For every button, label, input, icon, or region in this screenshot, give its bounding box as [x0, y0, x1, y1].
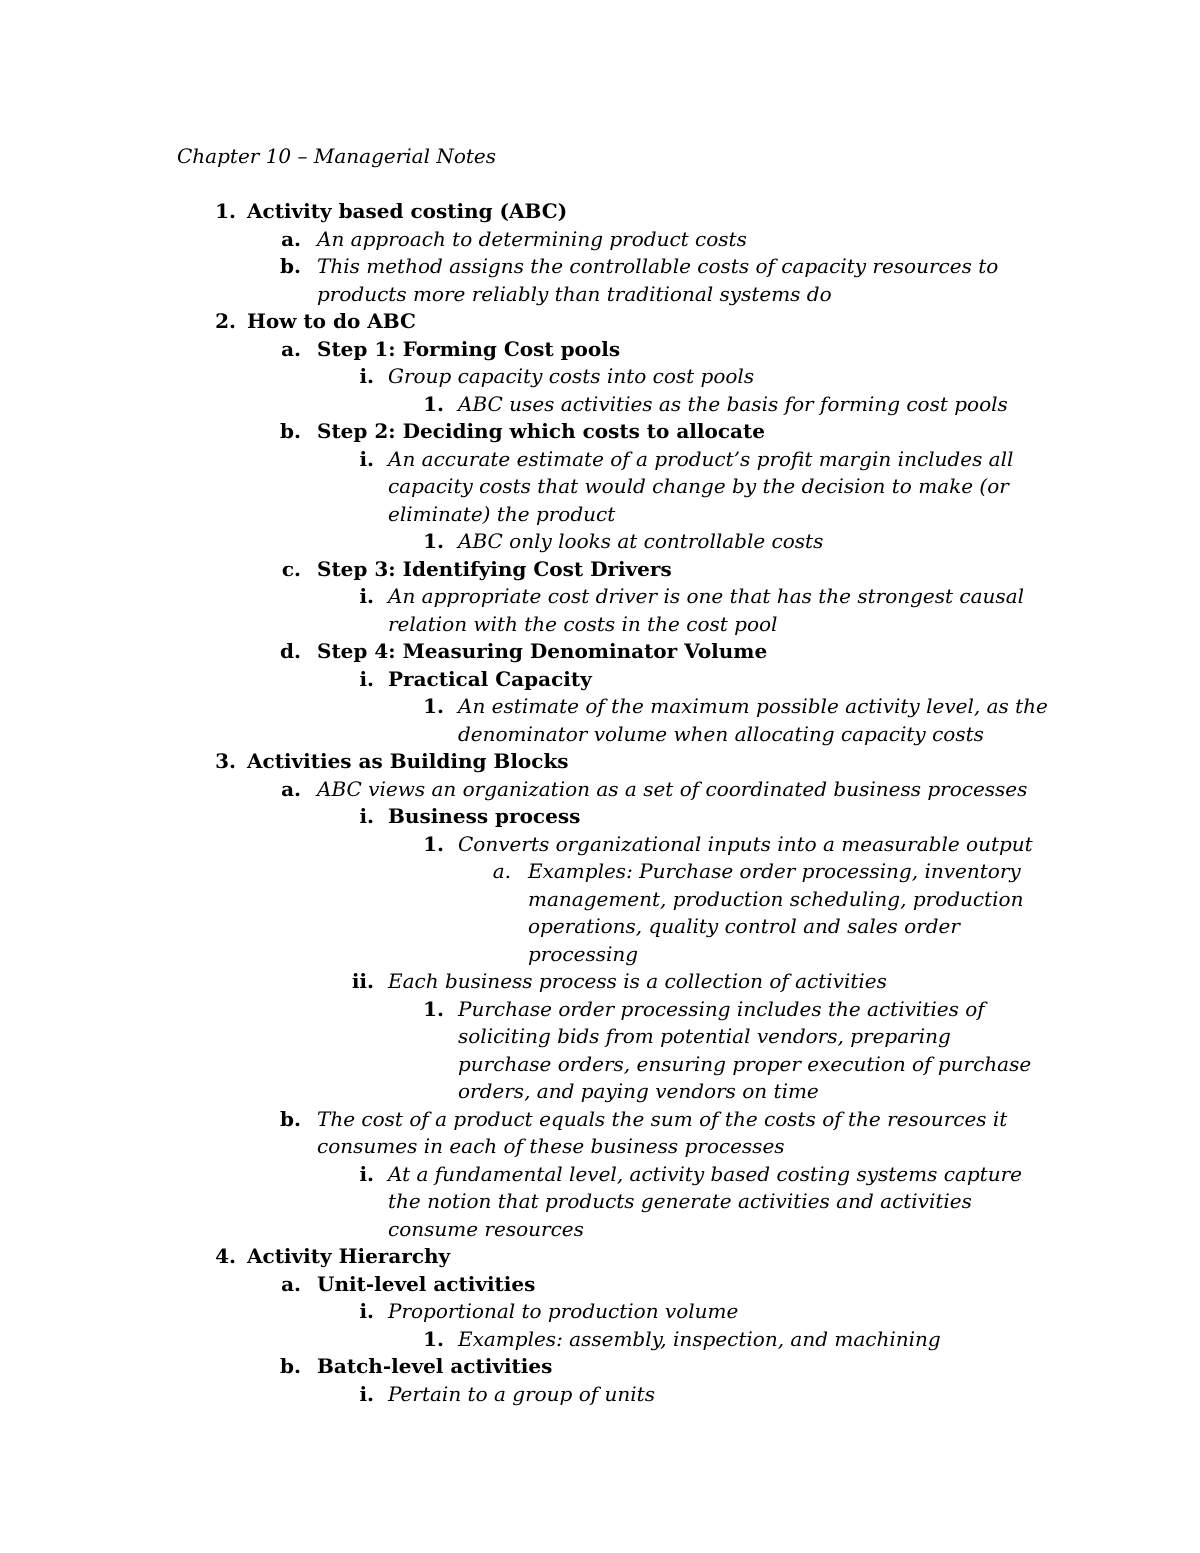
outline-text: An estimate of the maximum possible activity level, as the [458, 694, 1048, 718]
outline-line [0, 1133, 1200, 1161]
outline-line [0, 611, 1200, 639]
outline-line [0, 253, 1200, 281]
outline-line [0, 638, 1200, 666]
list-marker: b. [280, 1106, 301, 1131]
list-marker: a. [281, 776, 301, 801]
outline-text: Purchase order processing includes the activities of [458, 996, 985, 1021]
outline-text: Step 4: Measuring Denominator Volume [317, 639, 768, 663]
notes-outline [0, 198, 1200, 1408]
outline-line [0, 473, 1200, 501]
outline-line [0, 1381, 1200, 1409]
outline-text: Step 3: Identifying Cost Drivers [317, 556, 672, 581]
outline-text: ABC views an organization as a set of coordinated business processes [317, 776, 1028, 801]
list-marker: a. [281, 226, 301, 251]
outline-text: This method assigns the controllable costs of capacity resources to [317, 254, 999, 278]
list-marker: 1. [423, 996, 444, 1021]
outline-line [0, 693, 1200, 721]
list-marker: i. [359, 1381, 374, 1406]
outline-line [0, 748, 1200, 776]
document-title: Chapter 10 – Managerial Notes [177, 144, 497, 168]
outline-text: management, production scheduling, production [528, 886, 1024, 911]
outline-text: Practical Capacity [388, 666, 592, 691]
outline-text: Each business process is a collection of activities [388, 969, 887, 993]
outline-line [0, 1023, 1200, 1051]
outline-text: Proportional to production volume [388, 1299, 739, 1323]
list-marker: b. [280, 254, 301, 278]
outline-line [0, 198, 1200, 226]
outline-text: soliciting bids from potential vendors, preparing [458, 1024, 951, 1048]
outline-line [0, 363, 1200, 391]
outline-line [0, 583, 1200, 611]
outline-text: At a fundamental level, activity based costing systems capture [388, 1161, 1022, 1186]
outline-text: operations, quality control and sales order [528, 914, 960, 938]
list-marker: d. [280, 639, 301, 663]
outline-line [0, 886, 1200, 914]
list-marker: 3. [215, 749, 236, 773]
outline-text: Activity based costing (ABC) [247, 199, 568, 223]
outline-line [0, 776, 1200, 804]
outline-line [0, 501, 1200, 529]
list-marker: i. [359, 1161, 374, 1186]
list-marker: 1. [423, 391, 444, 416]
list-marker: 1. [423, 1326, 444, 1351]
list-marker: b. [280, 419, 301, 443]
list-marker: i. [359, 364, 374, 388]
outline-text: Converts organizational inputs into a measurable output [458, 831, 1033, 856]
list-marker: i. [359, 804, 374, 828]
list-marker: 2. [215, 309, 236, 333]
outline-text: Examples: Purchase order processing, inventory [528, 859, 1021, 883]
outline-line [0, 308, 1200, 336]
list-marker: b. [280, 1354, 301, 1378]
outline-text: the notion that products generate activities and activities [388, 1189, 972, 1213]
outline-line [0, 1051, 1200, 1079]
outline-text: products more reliably than traditional systems do [317, 281, 832, 306]
list-marker: i. [359, 666, 374, 691]
outline-text: How to do ABC [247, 309, 416, 333]
outline-line [0, 1106, 1200, 1134]
outline-text: denominator volume when allocating capacity costs [458, 721, 984, 746]
outline-line [0, 528, 1200, 556]
list-marker: a. [492, 859, 511, 883]
list-marker: i. [359, 1299, 374, 1323]
outline-text: consume resources [388, 1216, 584, 1241]
outline-line [0, 1353, 1200, 1381]
outline-line [0, 391, 1200, 419]
list-marker: c. [281, 556, 301, 581]
list-marker: 4. [215, 1244, 236, 1268]
list-marker: 1. [215, 199, 236, 223]
outline-text: Business process [388, 804, 581, 828]
outline-line [0, 1326, 1200, 1354]
outline-line [0, 913, 1200, 941]
outline-text: orders, and paying vendors on time [458, 1079, 819, 1103]
outline-text: Activity Hierarchy [247, 1244, 451, 1268]
list-marker: ii. [351, 969, 374, 993]
outline-text: Group capacity costs into cost pools [388, 364, 755, 388]
outline-line [0, 941, 1200, 969]
list-marker: i. [359, 446, 374, 471]
list-marker: i. [359, 584, 374, 608]
outline-text: Batch-level activities [317, 1354, 553, 1378]
list-marker: 1. [423, 694, 444, 718]
outline-text: relation with the costs in the cost pool [388, 611, 778, 636]
outline-text: Step 1: Forming Cost pools [317, 336, 621, 361]
outline-text: An accurate estimate of a product’s profit margin includes all [388, 446, 1014, 471]
list-marker: 1. [423, 831, 444, 856]
outline-line [0, 803, 1200, 831]
outline-line [0, 336, 1200, 364]
outline-line [0, 721, 1200, 749]
outline-text: Activities as Building Blocks [247, 749, 569, 773]
outline-line [0, 1298, 1200, 1326]
outline-text: processing [528, 941, 639, 966]
outline-text: An appropriate cost driver is one that has the strongest causal [388, 584, 1025, 608]
outline-line [0, 666, 1200, 694]
outline-line [0, 996, 1200, 1024]
list-marker: 1. [423, 529, 444, 553]
outline-text: consumes in each of these business processes [317, 1134, 785, 1158]
outline-text: Unit-level activities [317, 1271, 536, 1296]
outline-line [0, 281, 1200, 309]
outline-line [0, 1216, 1200, 1244]
outline-line [0, 1188, 1200, 1216]
outline-text: Examples: assembly, inspection, and machining [458, 1326, 941, 1351]
outline-text: eliminate) the product [388, 501, 616, 526]
outline-text: ABC only looks at controllable costs [458, 529, 824, 553]
outline-line [0, 1243, 1200, 1271]
list-marker: a. [281, 1271, 301, 1296]
outline-line [0, 831, 1200, 859]
outline-line [0, 418, 1200, 446]
outline-line [0, 968, 1200, 996]
outline-text: The cost of a product equals the sum of the costs of the resources it [317, 1106, 1008, 1131]
outline-line [0, 1161, 1200, 1189]
outline-line [0, 446, 1200, 474]
outline-text: ABC uses activities as the basis for forming cost pools [458, 391, 1008, 416]
outline-text: An approach to determining product costs [317, 226, 747, 251]
outline-line [0, 858, 1200, 886]
outline-text: purchase orders, ensuring proper execution of purchase [458, 1051, 1032, 1076]
outline-text: Step 2: Deciding which costs to allocate [317, 419, 765, 443]
list-marker: a. [281, 336, 301, 361]
outline-text: Pertain to a group of units [388, 1381, 655, 1406]
outline-text: capacity costs that would change by the decision to make (or [388, 474, 1009, 498]
outline-line [0, 556, 1200, 584]
outline-line [0, 1271, 1200, 1299]
outline-line [0, 1078, 1200, 1106]
outline-line [0, 226, 1200, 254]
